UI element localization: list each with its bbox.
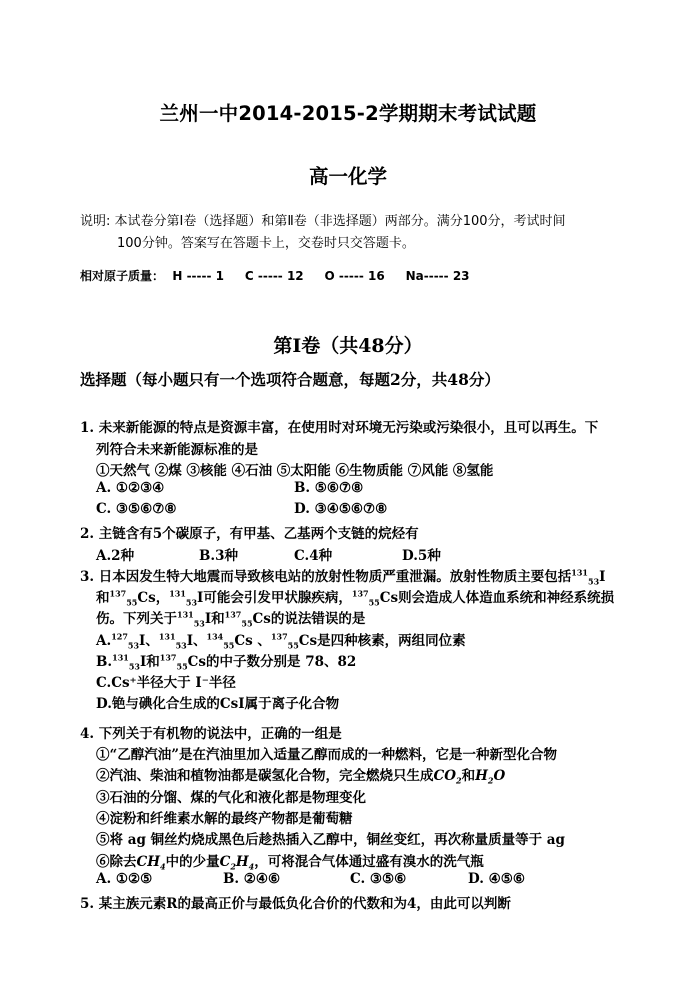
q3-b-z55: 55 [176, 661, 188, 672]
q2-option-c: C.4种 [294, 548, 333, 564]
q3-text-2: 和 [96, 590, 110, 606]
subject-title: 高一化学 [308, 165, 387, 188]
q3-symbol-csb: Cs [379, 590, 399, 606]
q3-b-label: B. [96, 654, 113, 670]
q3-stem-line-2 [96, 586, 614, 606]
q3-option-b [96, 650, 356, 670]
q4-statement-6 [96, 850, 484, 870]
q3-mass-137b: 137 [351, 588, 369, 599]
q2-option-d: D.5种 [402, 548, 441, 564]
q3-a-sep1: 、 [145, 633, 159, 649]
q4-s6-ch: CH [136, 854, 160, 870]
q4-statement-4: ④淀粉和纤维素水解的最终产物都是葡萄糖 [96, 811, 353, 827]
section-title: 第Ⅰ卷（共48分） [273, 335, 423, 357]
q3-symbol-ic: I [204, 611, 212, 627]
q3-z-55: 55 [126, 597, 138, 608]
q1-stem-line-1: 1. 未来新能源的特点是资源丰富，在使用时对环境无污染或污染很小，且可以再生。下 [80, 420, 599, 436]
q4-statement-3: ③石油的分馏、煤的气化和液化都是物理变化 [96, 790, 366, 806]
q3-symbol-i: I [599, 569, 606, 585]
q3-symbol-csc: Cs [252, 611, 271, 627]
q3-a-cs2: Cs [298, 633, 318, 649]
q3-b-i: I [139, 654, 147, 670]
q4-option-a: A. ①②⑤ [96, 871, 153, 887]
q3-a-z53b: 53 [175, 640, 187, 651]
q1-option-a: A. ①②③④ [96, 480, 165, 496]
q4-s6-4b: 4 [248, 861, 255, 872]
q3-b-m137: 137 [159, 652, 177, 663]
q1-items: ①天然气 ②煤 ③核能 ④石油 ⑤太阳能 ⑥生物质能 ⑦风能 ⑧氢能 [96, 463, 494, 479]
q3-stem-line-3 [96, 607, 365, 627]
q3-z-53c: 53 [193, 618, 205, 629]
q5-stem: 5. 某主族元素R的最高正价与最低负化合价的代数和为4，由此可以判断 [80, 896, 511, 912]
atomic-mass-line [80, 267, 470, 284]
q2-option-a: A.2种 [96, 548, 135, 564]
q4-s2-and: 和 [461, 768, 476, 784]
q3-a-cs1: Cs [234, 633, 253, 649]
q3-a-i2: I [186, 633, 194, 649]
q1-option-b: B. ⑤⑥⑦⑧ [294, 480, 364, 496]
q3-text-6: 伤。下列关于 [96, 611, 177, 627]
q3-b-m131: 131 [112, 652, 129, 663]
q4-s6-h: H [235, 854, 249, 870]
q3-b-cs: Cs [187, 654, 206, 670]
q4-s6-2: 2 [230, 861, 236, 872]
q3-b-text: 的中子数分别是 78、82 [206, 654, 357, 670]
q4-option-b: B. ②④⑥ [223, 871, 281, 887]
q3-mass-137: 137 [109, 588, 127, 599]
q3-a-z55: 55 [223, 640, 235, 651]
q3-a-sep3: 、 [252, 633, 271, 649]
exam-title: 兰州一中2014-2015-2学期期末考试试题 [159, 102, 537, 125]
note-line-1: 说明: 本试卷分第Ⅰ卷（选择题）和第Ⅱ卷（非选择题）两部分。满分100分，考试时间 [80, 214, 566, 229]
q3-z-53: 53 [588, 576, 600, 587]
q3-a-z55b: 55 [287, 640, 299, 651]
q4-option-d: D. ④⑤⑥ [468, 871, 525, 887]
q3-mass-131b: 131 [169, 588, 186, 599]
q4-statement-5: ⑤将 ag 铜丝灼烧成黑色后趁热插入乙醇中，铜丝变红，再次称量质量等于 ag [96, 832, 565, 848]
q3-a-m134: 134 [206, 631, 224, 642]
q3-symbol-ib: I [197, 590, 204, 606]
q3-text-8: 的说法错误的是 [270, 611, 366, 627]
note-line-2: 100分钟。答案写在答题卡上，交卷时只交答题卡。 [117, 236, 415, 251]
instructions: 选择题（每小题只有一个选项符合题意，每题2分，共48分） [80, 370, 500, 389]
q4-s6-b: 中的少量 [165, 854, 220, 870]
q3-mass-137c: 137 [224, 609, 242, 620]
q1-option-d: D. ③④⑤⑥⑦⑧ [294, 501, 388, 517]
q3-option-c: C.Cs⁺半径大于 I⁻半径 [96, 675, 236, 691]
q1-stem-line-2: 列符合未来新能源标准的是 [96, 442, 258, 458]
q2-option-b: B.3种 [199, 548, 239, 564]
q4-s6-4: 4 [160, 861, 166, 872]
q4-s6-c-text: ，可将混合气体通过盛有溴水的洗气瓶 [254, 854, 484, 870]
q3-text-4: 可能会引发甲状腺疾病， [203, 590, 352, 606]
q4-s6-c: C [219, 854, 231, 870]
q4-s2-text: ②汽油、柴油和植物油都是碳氢化合物，完全燃烧只生成 [96, 768, 434, 784]
q3-text-7: 和 [211, 611, 225, 627]
q3-text-1: 3. 日本因发生特大地震而导致核电站的放射性物质严重泄漏。放射性物质主要包括 [80, 569, 572, 585]
q3-mass-131: 131 [571, 567, 588, 578]
q3-option-d: D.铯与碘化合生成的CsI属于离子化合物 [96, 696, 340, 712]
q3-option-a [96, 629, 466, 649]
atomic-mass-text: 相对原子质量： H ----- 1 C ----- 12 O ----- 16 Na----- 23 [80, 269, 470, 283]
q1-option-c: C. ③⑤⑥⑦⑧ [96, 501, 177, 517]
q3-z-55c: 55 [241, 618, 253, 629]
q3-b-and: 和 [146, 654, 160, 670]
q4-s6-a: ⑥除去 [96, 854, 137, 870]
q4-s2-sub2b: 2 [487, 775, 494, 786]
q3-text-3: ， [155, 590, 170, 606]
q3-symbol-cs: Cs [137, 590, 156, 606]
q4-stem: 4. 下列关于有机物的说法中，正确的一组是 [80, 726, 342, 742]
q3-a-z53: 53 [127, 640, 140, 651]
q4-statement-1: ①“乙醇汽油”是在汽油里加入适量乙醇而成的一种燃料，它是一种新型化合物 [96, 747, 558, 763]
q4-statement-2 [96, 764, 505, 784]
q3-a-sep2: 、 [193, 633, 207, 649]
q3-a-label: A. [96, 633, 112, 649]
q3-b-z53: 53 [128, 661, 140, 672]
q3-a-i1: I [139, 633, 146, 649]
q3-stem-line-1 [80, 565, 605, 585]
q4-option-c: C. ③⑤⑥ [350, 871, 407, 887]
q3-a-m137: 137 [270, 631, 288, 642]
q3-z-55b: 55 [368, 597, 380, 608]
q3-mass-131c: 131 [177, 609, 194, 620]
q3-a-text: 是四种核素，两组同位素 [317, 633, 466, 649]
q4-s2-co: CO [433, 768, 457, 784]
q2-stem: 2. 主链含有5个碳原子，有甲基、乙基两个支链的烷烃有 [80, 526, 419, 542]
q3-z-53b: 53 [185, 597, 198, 608]
q4-s2-o: O [493, 768, 506, 784]
q3-text-5: 则会造成人体造血系统和神经系统损 [398, 590, 615, 606]
q3-a-m127: 127 [111, 631, 128, 642]
q3-a-m131: 131 [158, 631, 176, 642]
q4-s2-h: H [475, 768, 488, 784]
q4-s2-sub2a: 2 [456, 775, 462, 786]
